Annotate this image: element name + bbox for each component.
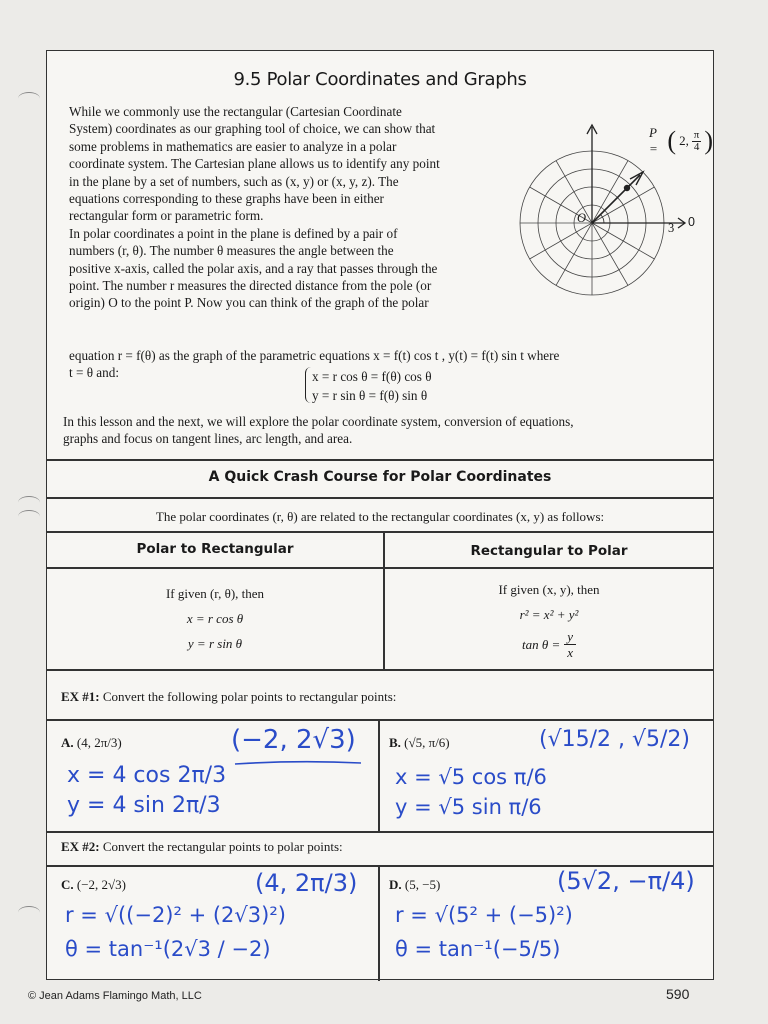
formula-given-r-theta: If given (r, θ), then bbox=[165, 586, 265, 601]
ex2-number: EX #2: bbox=[61, 839, 100, 854]
ex1-number: EX #1: bbox=[61, 689, 100, 704]
formula-given-x-y: If given (x, y), then bbox=[498, 582, 600, 597]
ex1-a-point: (4, 2π/3) bbox=[76, 735, 122, 750]
col-head-rect-to-polar: Rectangular to Polar bbox=[470, 543, 628, 559]
intro-line: origin) O to the point P. Now you can think of the graph of the polar bbox=[69, 295, 429, 311]
table-head-border bbox=[47, 567, 713, 569]
ex2-d-problem bbox=[389, 877, 440, 893]
formula-y: y = r sin θ bbox=[187, 636, 243, 651]
point-p-label bbox=[649, 125, 713, 157]
ex1-a-underline bbox=[233, 759, 363, 767]
table-bottom-border bbox=[47, 669, 713, 671]
lesson-paragraph bbox=[63, 413, 703, 448]
system-brace bbox=[305, 367, 312, 403]
ex1-column-divider bbox=[378, 719, 380, 831]
ex1-b-answer: (√15/2 , √5/2) bbox=[539, 727, 690, 752]
ex2-d-work-r: r = √(5² + (−5)²) bbox=[395, 903, 573, 927]
copyright-footer: © Jean Adams Flamingo Math, LLC bbox=[28, 990, 202, 1002]
formula-tan bbox=[383, 629, 715, 660]
intro-line: coordinate system. The Cartesian plane allows us to identify any point bbox=[69, 156, 440, 172]
polar-to-rect-formulas bbox=[47, 581, 383, 656]
binder-hole-mark bbox=[18, 496, 40, 509]
lesson-line: graphs and focus on tangent lines, arc length, and area. bbox=[63, 431, 353, 447]
intro-line: numbers (r, θ). The number θ measures the angle between the bbox=[69, 243, 394, 259]
intro-line: equations corresponding to these graphs have been in either bbox=[69, 191, 384, 207]
ex1-prompt bbox=[61, 689, 396, 705]
point-p-dot bbox=[624, 185, 630, 191]
formula-r-squared: r² = x² + y² bbox=[519, 607, 579, 622]
intro-line: in the plane by a set of numbers, such as (x, y) or (x, y, z). The bbox=[69, 173, 399, 189]
crash-course-title: A Quick Crash Course for Polar Coordinates bbox=[208, 469, 552, 485]
ex1-a-label: A. bbox=[61, 735, 74, 750]
point-p-r: 2, bbox=[679, 133, 689, 148]
theta-denominator: 4 bbox=[693, 140, 700, 153]
divider bbox=[47, 497, 713, 499]
intro-line: point. The number r measures the directed distance from the pole (or bbox=[69, 278, 432, 294]
ex2-instructions: Convert the rectangular points to polar points: bbox=[99, 839, 343, 854]
ex1-a-work-x: x = 4 cos 2π/3 bbox=[67, 763, 227, 788]
intro-line: System) coordinates as our graphing tool of choice, we can show that bbox=[69, 121, 436, 137]
radius-3-label: 3 bbox=[668, 221, 675, 235]
ex1-b-problem bbox=[389, 735, 450, 751]
ex1-b-work-y: y = √5 sin π/6 bbox=[395, 795, 542, 819]
ex2-c-problem bbox=[61, 877, 126, 893]
intro-line: positive x-axis, called the polar axis, and a ray that passes through the bbox=[69, 260, 438, 276]
ex1-a-answer: (−2, 2√3) bbox=[231, 725, 356, 755]
table-top-border bbox=[47, 531, 713, 533]
system-y-equation: y = r sin θ = f(θ) sin θ bbox=[312, 388, 428, 403]
tan-label: tan θ = bbox=[521, 637, 561, 652]
angle-arc bbox=[601, 215, 605, 224]
binder-hole-mark bbox=[18, 510, 40, 523]
page-title: 9.5 Polar Coordinates and Graphs bbox=[233, 69, 527, 90]
ex1-b-point: (√5, π/6) bbox=[404, 735, 450, 750]
ex2-d-work-theta: θ = tan⁻¹(−5/5) bbox=[395, 937, 561, 961]
intro-line: In polar coordinates a point in the plane is defined by a pair of bbox=[69, 225, 398, 241]
divider bbox=[47, 459, 713, 461]
theta-numerator: π bbox=[693, 128, 700, 141]
intro-line: rectangular form or parametric form. bbox=[69, 208, 264, 224]
intro-paragraph bbox=[69, 103, 514, 312]
crash-course-subtitle: The polar coordinates (r, θ) are related to the rectangular coordinates (x, y) as follows: bbox=[155, 509, 605, 524]
ex2-c-label: C. bbox=[61, 877, 74, 892]
col-head-polar-to-rect: Polar to Rectangular bbox=[136, 541, 294, 557]
point-p-theta bbox=[692, 130, 702, 153]
tan-numerator: y bbox=[567, 629, 574, 644]
intro-line: While we commonly use the rectangular (Cartesian Coordinate bbox=[69, 104, 402, 119]
formula-x: x = r cos θ bbox=[186, 611, 244, 626]
ex2-c-work-theta: θ = tan⁻¹(2√3 / −2) bbox=[65, 937, 271, 961]
ex1-a-work-y: y = 4 sin 2π/3 bbox=[67, 793, 221, 818]
divider bbox=[47, 831, 713, 833]
worksheet-page bbox=[46, 50, 714, 980]
ex2-c-answer: (4, 2π/3) bbox=[255, 869, 358, 897]
binder-hole-mark bbox=[18, 906, 40, 919]
ex1-a-problem bbox=[61, 735, 122, 751]
cont-line: equation r = f(θ) as the graph of the parametric equations x = f(t) cos t , y(t) = f(t) sin t where bbox=[69, 348, 560, 363]
paren-open: ( bbox=[667, 126, 677, 155]
paren-close: ) bbox=[704, 126, 713, 155]
cont-line: t = θ and: bbox=[69, 365, 120, 381]
pole-label: O bbox=[577, 211, 587, 225]
ex1-b-label: B. bbox=[389, 735, 401, 750]
parametric-system bbox=[312, 367, 432, 405]
rect-to-polar-formulas bbox=[383, 577, 715, 660]
point-p-name: P = bbox=[649, 125, 658, 156]
page-number: 590 bbox=[666, 986, 690, 1002]
polar-axis-zero-label: 0 bbox=[688, 215, 695, 229]
tan-denominator: x bbox=[564, 644, 576, 660]
ex2-c-work-r: r = √((−2)² + (2√3)²) bbox=[65, 903, 286, 927]
ex2-d-label: D. bbox=[389, 877, 402, 892]
binder-hole-mark bbox=[18, 92, 40, 105]
ex1-b-work-x: x = √5 cos π/6 bbox=[395, 765, 547, 789]
ex2-column-divider bbox=[378, 865, 380, 981]
intro-line: some problems in mathematics are easier to analyze in a polar bbox=[69, 138, 397, 154]
ex2-prompt bbox=[61, 839, 343, 855]
ex2-d-point: (5, −5) bbox=[404, 877, 441, 892]
tan-fraction bbox=[564, 629, 576, 660]
ex2-c-point: (−2, 2√3) bbox=[76, 877, 127, 892]
lesson-line: In this lesson and the next, we will explore the polar coordinate system, conversion of equations, bbox=[63, 414, 574, 429]
system-x-equation: x = r cos θ = f(θ) cos θ bbox=[312, 369, 432, 384]
ex1-instructions: Convert the following polar points to rectangular points: bbox=[99, 689, 397, 704]
divider bbox=[47, 719, 713, 721]
ex2-d-answer: (5√2, −π/4) bbox=[557, 867, 695, 895]
